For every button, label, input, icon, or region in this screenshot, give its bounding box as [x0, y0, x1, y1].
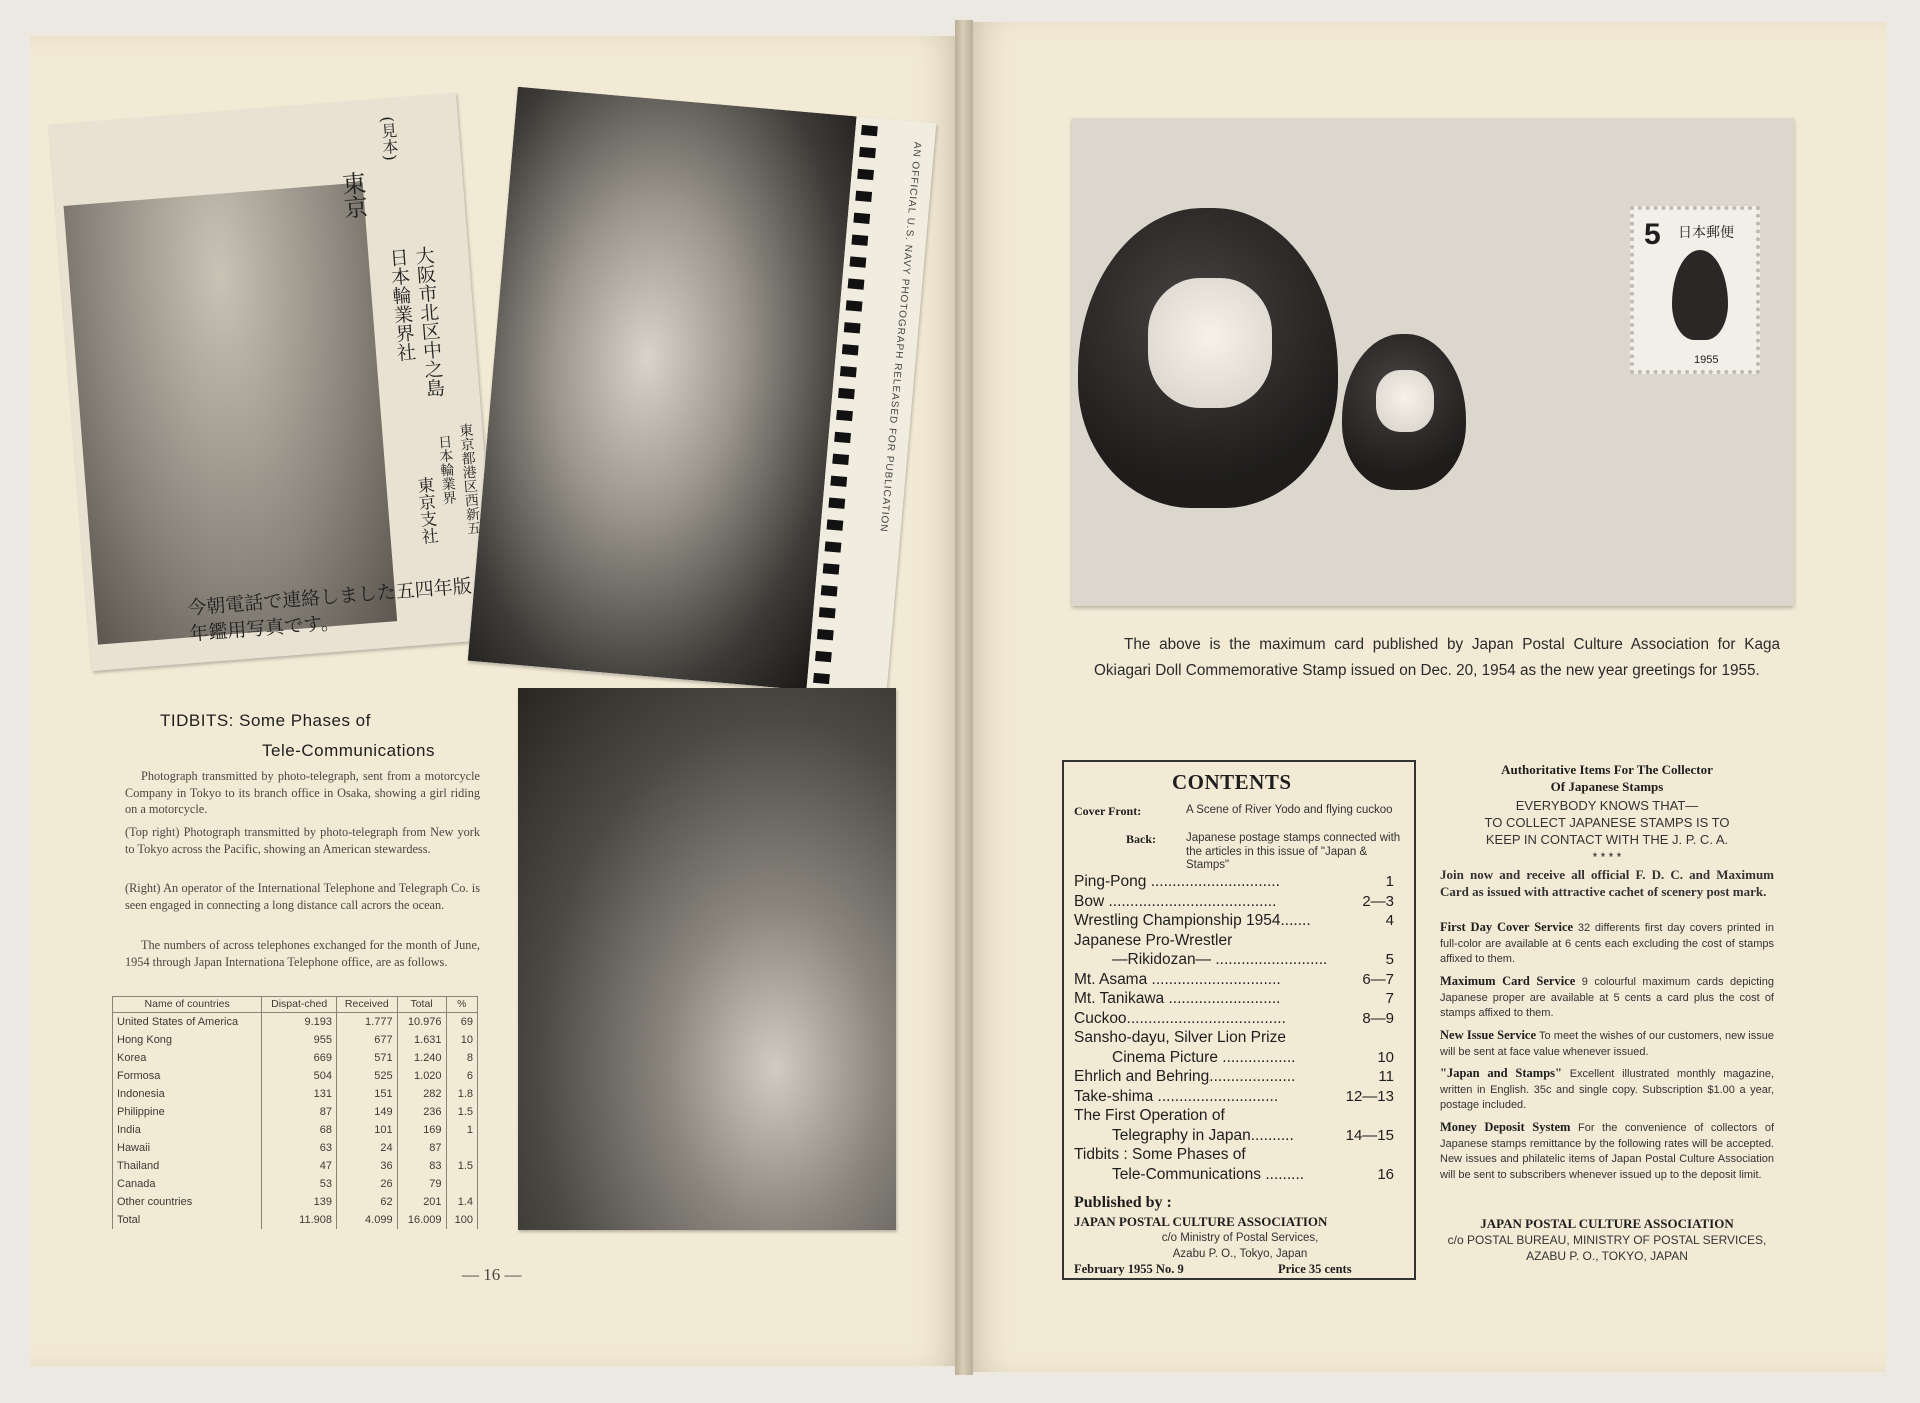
contents-item-title: Sansho-dayu, Silver Lion Prize [1074, 1029, 1286, 1046]
small-doll [1342, 334, 1466, 490]
contents-item-page: 1 [1385, 873, 1394, 890]
table-cell: Canada [113, 1175, 262, 1193]
nis-text: To meet the wishes of our customers, new issue will be sent at face value whenever issued. [1440, 1030, 1774, 1058]
table-cell: Thailand [113, 1157, 262, 1175]
stamp-value: 5 [1644, 218, 1661, 251]
mds-text: For the convenience of collectors of Japanese stamps remittance by the following rates will be accepted. New issues and philatelic items of Japan Postal Culture Association will be sent to subscribers whenever issued up to the deposit limit. [1440, 1122, 1775, 1181]
contents-item [1074, 1067, 1408, 1086]
cover-front-text: A Scene of River Yodo and flying cuckoo [1186, 804, 1393, 816]
table-cell: Hawaii [113, 1139, 262, 1157]
table-cell [446, 1139, 477, 1157]
contents-item [1074, 1165, 1408, 1184]
stamp-year: 1955 [1694, 354, 1719, 366]
scooter-photo [49, 93, 499, 671]
table-cell: United States of America [113, 1013, 262, 1032]
scooter-address-line: 日本輪業界社 [385, 247, 417, 363]
fdc-label: First Day Cover Service [1440, 920, 1574, 934]
publisher-name: JAPAN POSTAL CULTURE ASSOCIATION [1074, 1214, 1328, 1229]
contents-box [1062, 760, 1416, 1280]
film-perforation [827, 519, 844, 530]
table-cell: India [113, 1121, 262, 1139]
slogan-line: KEEP IN CONTACT WITH THE J. P. C. A. [1485, 832, 1729, 847]
contents-item [1074, 1126, 1408, 1145]
contents-item-title: Take-shima ............................ [1074, 1087, 1279, 1105]
table-header-cell: Name of countries [113, 997, 262, 1013]
small-doll-face [1376, 370, 1434, 432]
contents-item-page: 12—13 [1345, 1087, 1394, 1105]
contents-item-title: —Rikidozan— .......................... [1112, 951, 1328, 968]
contents-item-page: 6—7 [1362, 970, 1394, 988]
film-perforation [815, 651, 832, 662]
film-perforation [851, 235, 868, 246]
table-cell: 1.8 [446, 1085, 477, 1103]
film-perforation [817, 629, 834, 640]
authoritative-title: Of Japanese Stamps [1550, 779, 1664, 794]
contents-item-page: 14—15 [1345, 1126, 1394, 1144]
table-cell: 1.4 [446, 1193, 477, 1211]
table-cell: Korea [113, 1049, 262, 1067]
fdc-service [1440, 920, 1774, 968]
contents-title: CONTENTS [1172, 770, 1292, 794]
table-row [113, 1121, 478, 1139]
table-cell: 504 [262, 1067, 337, 1085]
authoritative-title: Authoritative Items For The Collector [1501, 762, 1713, 777]
large-doll [1078, 208, 1338, 508]
contents-item-page: 10 [1377, 1048, 1394, 1066]
contents-item [1074, 1028, 1408, 1047]
issue-price: Price 35 cents [1278, 1262, 1352, 1276]
table-cell: 69 [446, 1013, 477, 1032]
film-perforation [836, 410, 853, 421]
contents-item-page: 2—3 [1362, 892, 1394, 910]
scooter-address-line: 大阪市北区中之島 [411, 245, 446, 399]
table-cell: Total [113, 1211, 262, 1229]
table-cell: 62 [336, 1193, 397, 1211]
table-cell: 4.099 [336, 1211, 397, 1229]
footer-address: AZABU P. O., TOKYO, JAPAN [1526, 1249, 1688, 1263]
contents-item [1074, 1145, 1408, 1164]
table-row [113, 1175, 478, 1193]
film-perforation [848, 278, 865, 289]
film-perforation [834, 432, 851, 443]
telephone-table [112, 996, 478, 1229]
table-cell: 100 [446, 1211, 477, 1229]
stewardess-photo [468, 87, 937, 697]
table-header-cell: % [446, 997, 477, 1013]
contents-item [1074, 892, 1408, 911]
table-cell: 677 [336, 1031, 397, 1049]
contents-item-page: 8—9 [1362, 1009, 1394, 1027]
film-perforation [813, 673, 830, 684]
tidbits-paragraph: (Right) An operator of the International Telephone and Telegraph Co. is seen engaged in connecting a long distance call acrors the ocean. [125, 881, 480, 912]
film-perforation [853, 213, 870, 224]
contents-item [1074, 950, 1408, 969]
contents-item [1074, 911, 1408, 930]
scooter-address-line: 東京支社 [412, 475, 439, 546]
film-perforation [838, 388, 855, 399]
table-row [113, 1067, 478, 1085]
contents-item-title: Mt. Asama .............................. [1074, 970, 1281, 988]
js-label: "Japan and Stamps" [1440, 1066, 1562, 1080]
film-perforation [857, 169, 874, 180]
fdc-text: 32 differents first day covers printed in full-color are available at 6 cents each excluding the cost of stamps affixed to them. [1440, 922, 1774, 966]
film-perforation [821, 585, 838, 596]
contents-item [1074, 931, 1408, 950]
table-cell: 79 [397, 1175, 446, 1193]
tidbits-title-line1: TIDBITS: Some Phases of [160, 711, 371, 730]
contents-item-title: Ehrlich and Behring.................... [1074, 1068, 1296, 1085]
contents-item-page: 11 [1378, 1068, 1394, 1085]
film-perforation [825, 541, 842, 552]
footer-publisher: JAPAN POSTAL CULTURE ASSOCIATION [1480, 1216, 1734, 1231]
table-cell: 9.193 [262, 1013, 337, 1032]
table-cell: 24 [336, 1139, 397, 1157]
table-row [113, 1031, 478, 1049]
contents-item [1074, 872, 1408, 891]
page-number: — 16 — [462, 1265, 522, 1284]
contents-item-page: 16 [1377, 1165, 1394, 1183]
table-row [113, 1103, 478, 1121]
publisher-address: Azabu P. O., Tokyo, Japan [1172, 1248, 1308, 1260]
navy-photo-stamp: AN OFFICIAL U.S. NAVY PHOTOGRAPH RELEASED FOR PUBLICATION [877, 141, 923, 533]
table-cell: 1.5 [446, 1157, 477, 1175]
table-cell: Formosa [113, 1067, 262, 1085]
tidbits-paragraph: (Top right) Photograph transmitted by photo-telegraph from New york to Tokyo across the Pacific, showing an American stewardess. [125, 825, 480, 856]
table-cell: 139 [262, 1193, 337, 1211]
issue-number: February 1955 No. 9 [1074, 1262, 1184, 1276]
stamp-country: 日本郵便 [1678, 225, 1734, 241]
published-by: Published by : [1074, 1194, 1172, 1211]
scooter-address-line: 東京都港区西新五 [456, 422, 482, 536]
contents-item-title: Tele-Communications ......... [1112, 1165, 1305, 1183]
table-cell: 10.976 [397, 1013, 446, 1032]
table-cell: 571 [336, 1049, 397, 1067]
table-cell: 1.020 [397, 1067, 446, 1085]
mc-text: 9 colourful maximum cards depicting Japanese proper are available at 5 cents a card plus the cost of stamps affixed to them. [1440, 976, 1774, 1020]
contents-item-title: Ping-Pong .............................. [1074, 873, 1280, 890]
table-cell: 1.631 [397, 1031, 446, 1049]
film-perforation [828, 497, 845, 508]
mc-service [1440, 974, 1774, 1022]
film-perforation [842, 344, 859, 355]
stars-divider: * * * * [1592, 850, 1622, 864]
slogan-line: TO COLLECT JAPANESE STAMPS IS TO [1484, 815, 1730, 830]
table-cell: 11.908 [262, 1211, 337, 1229]
js-text: Excellent illustrated monthly magazine, written in English. 35c and single copy. Subscription $1.00 a year, postage included. [1440, 1068, 1774, 1112]
table-cell: Hong Kong [113, 1031, 262, 1049]
table-cell: Philippine [113, 1103, 262, 1121]
table-header-cell: Dispat-ched [262, 997, 337, 1013]
contents-item-title: Tidbits : Some Phases of [1074, 1146, 1246, 1163]
slogan-line: EVERYBODY KNOWS THAT— [1515, 798, 1699, 813]
table-cell: 1.5 [446, 1103, 477, 1121]
table-cell: 68 [262, 1121, 337, 1139]
table-cell: Indonesia [113, 1085, 262, 1103]
table-cell: 10 [446, 1031, 477, 1049]
table-header-cell: Received [336, 997, 397, 1013]
table-row [113, 1193, 478, 1211]
table-cell: 1.777 [336, 1013, 397, 1032]
table-header-row [113, 997, 478, 1013]
contents-item-title: Mt. Tanikawa .......................... [1074, 990, 1281, 1007]
table-row [113, 1013, 478, 1032]
scooter-address-line: (見本) [377, 115, 400, 162]
scooter-address-line: 日本輪業界 [435, 434, 458, 506]
table-row [113, 1139, 478, 1157]
cover-front-label: Cover Front: [1074, 804, 1142, 818]
card-caption: The above is the maximum card published by Japan Postal Culture Association for Kaga Okiagari Doll Commemorative Stamp issued on Dec. 20, 1954 as the new year greetings for 1955. [1094, 636, 1780, 679]
contents-item-title: Cuckoo..................................... [1074, 1009, 1286, 1027]
table-cell: Other countries [113, 1193, 262, 1211]
scooter-address-line: 東京 [336, 170, 369, 221]
table-cell: 8 [446, 1049, 477, 1067]
contents-item-title: Telegraphy in Japan.......... [1112, 1126, 1294, 1144]
table-cell: 201 [397, 1193, 446, 1211]
back-text: Japanese postage stamps connected with the articles in this issue of "Japan & Stamps" [1186, 832, 1401, 871]
footer-address: c/o POSTAL BUREAU, MINISTRY OF POSTAL SERVICES, [1447, 1233, 1767, 1247]
join-text: Join now and receive all official F. D. C. and Maximum Card as issued with attractive cachet of scenery post mark. [1440, 867, 1774, 899]
table-cell: 87 [262, 1103, 337, 1121]
contents-item [1074, 1048, 1408, 1067]
mc-label: Maximum Card Service [1440, 974, 1576, 988]
table-cell: 101 [336, 1121, 397, 1139]
table-cell: 1.240 [397, 1049, 446, 1067]
film-perforation [861, 125, 878, 136]
film-perforation [859, 147, 876, 158]
contents-item-page: 4 [1385, 912, 1394, 929]
table-row [113, 1049, 478, 1067]
tidbits-paragraph: Photograph transmitted by photo-telegraph, sent from a motorcycle Company in Tokyo to its branch office in Osaka, showing a girl riding on a motorcycle. [125, 769, 480, 816]
table-cell: 236 [397, 1103, 446, 1121]
table-cell: 47 [262, 1157, 337, 1175]
table-cell: 151 [336, 1085, 397, 1103]
table-cell [446, 1175, 477, 1193]
contents-item-title: Wrestling Championship 1954....... [1074, 912, 1311, 929]
publisher-address: c/o Ministry of Postal Services, [1161, 1232, 1319, 1244]
film-perforation [832, 454, 849, 465]
large-doll-face [1148, 278, 1272, 408]
mds-label: Money Deposit System [1440, 1120, 1571, 1134]
table-cell: 1 [446, 1121, 477, 1139]
nis-label: New Issue Service [1440, 1028, 1537, 1042]
table-cell: 6 [446, 1067, 477, 1085]
table-row [113, 1085, 478, 1103]
contents-item [1074, 1009, 1408, 1028]
table-cell: 83 [397, 1157, 446, 1175]
contents-item-title: Bow ....................................... [1074, 892, 1277, 910]
table-cell: 282 [397, 1085, 446, 1103]
table-header-cell: Total [397, 997, 446, 1013]
contents-item-title: The First Operation of [1074, 1107, 1225, 1124]
scooter-caption-line: 年鑑用写真です。 [188, 611, 341, 646]
film-perforation [840, 366, 857, 377]
table-cell: 131 [262, 1085, 337, 1103]
table-cell: 26 [336, 1175, 397, 1193]
table-cell: 16.009 [397, 1211, 446, 1229]
film-perforation [855, 191, 872, 202]
film-perforation [819, 607, 836, 618]
contents-item-title: Japanese Pro-Wrestler [1074, 931, 1233, 949]
table-row [113, 1211, 478, 1229]
contents-item-title: Cinema Picture ................. [1112, 1048, 1296, 1066]
scooter-caption-line: 今朝電話で連絡しました五四年版 [186, 575, 473, 620]
table-row [113, 1157, 478, 1175]
stewardess-photo-image [468, 87, 857, 690]
table-cell: 525 [336, 1067, 397, 1085]
commemorative-stamp [1630, 206, 1760, 374]
stamp-doll-image [1672, 250, 1728, 340]
operator-photo [518, 688, 896, 1230]
table-cell: 169 [397, 1121, 446, 1139]
contents-item [1074, 1087, 1408, 1106]
tidbits-paragraph: The numbers of across telephones exchanged for the month of June, 1954 through Japan Internationa Telephone office, are as follows. [125, 938, 480, 969]
contents-item [1074, 989, 1408, 1008]
contents-item-page: 7 [1385, 990, 1394, 1007]
film-perforation [823, 563, 840, 574]
contents-item-page: 5 [1385, 951, 1394, 968]
table-cell: 669 [262, 1049, 337, 1067]
book-gutter [955, 20, 973, 1375]
tidbits-title [160, 706, 460, 766]
js-service [1440, 1066, 1774, 1114]
film-perforation [850, 256, 867, 267]
table-cell: 53 [262, 1175, 337, 1193]
table-cell: 149 [336, 1103, 397, 1121]
film-perforation [846, 300, 863, 311]
nis-service [1440, 1028, 1774, 1060]
table-cell: 63 [262, 1139, 337, 1157]
contents-item [1074, 1106, 1408, 1125]
table-cell: 36 [336, 1157, 397, 1175]
table-cell: 955 [262, 1031, 337, 1049]
film-perforation [844, 322, 861, 333]
tidbits-title-line2: Tele-Communications [262, 741, 435, 760]
mds-service [1440, 1120, 1774, 1183]
services-column [1440, 762, 1774, 1282]
table-cell: 87 [397, 1139, 446, 1157]
back-label: Back: [1126, 832, 1156, 846]
film-perforation [830, 476, 847, 487]
contents-item [1074, 970, 1408, 989]
